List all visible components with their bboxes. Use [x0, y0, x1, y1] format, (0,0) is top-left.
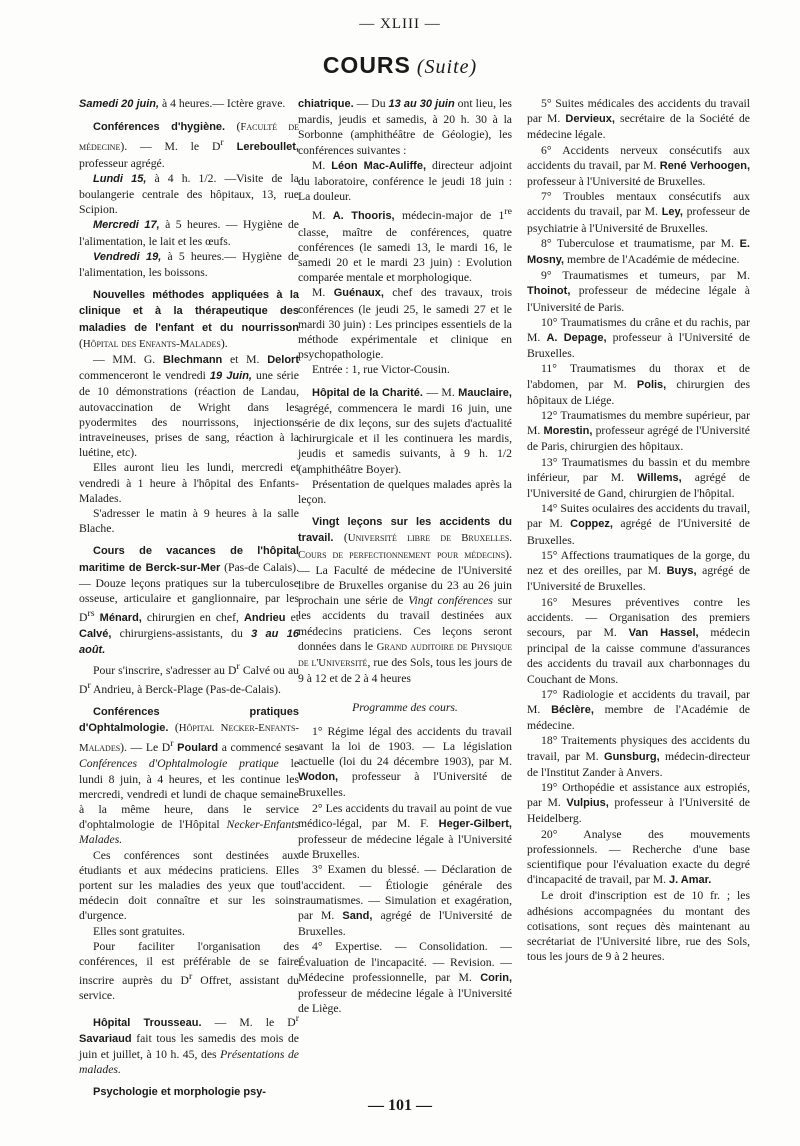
text: (: [168, 721, 179, 735]
text: Pour s'inscrire, s'adresser au D: [93, 663, 237, 677]
text: ). — Le D: [120, 741, 171, 755]
paragraph: Entrée : 1, rue Victor-Cousin.: [312, 363, 450, 377]
column-right: [527, 96, 750, 964]
program-item: [527, 827, 750, 889]
text: professeur agrégé de l'Université de Paris, chirurgien des hôpitaux.: [527, 424, 750, 454]
person-name: Corin,: [480, 971, 512, 984]
text: M.: [312, 209, 333, 223]
program-item: [527, 733, 750, 780]
program-item: [527, 236, 750, 268]
institution: Université libre de Bruxelles. Cours de perfectionnement pour médecins: [298, 532, 512, 561]
text: 10° Traumatismes du crâne et du rachis, par M.: [527, 315, 750, 345]
person-name: Blechmann: [162, 353, 223, 366]
text: fait tous les samedis des mois de juin et juillet, à 10 h. 45, des: [79, 1031, 299, 1061]
person-name: Ménard,: [94, 612, 142, 625]
paragraph: [298, 514, 512, 686]
page-number: — 101 —: [368, 1097, 432, 1114]
person-name: Wodon,: [298, 771, 339, 784]
superscript: r: [87, 679, 91, 691]
text: (: [333, 531, 348, 545]
text: a commencé ses: [218, 741, 299, 755]
text: M.: [312, 286, 334, 300]
person-name: Buys,: [666, 565, 697, 578]
superscript: r: [220, 137, 224, 149]
person-name: Morestin,: [543, 425, 593, 438]
date: Samedi 20 juin,: [79, 98, 160, 110]
date: Vendredi 19,: [93, 250, 162, 263]
person-name: René Verhoogen,: [659, 159, 750, 172]
text: — Du: [353, 97, 389, 110]
program-item: [527, 315, 750, 362]
paragraph: [79, 352, 299, 460]
page-roman-numeral: — XLIII —: [359, 16, 441, 32]
text: secrétaire de la Société de médecine légale.: [527, 112, 750, 142]
paragraph: [79, 171, 299, 218]
text: 1° Régime légal des accidents du travail avant la loi de 1903. — La législation actuelle (loi du 24 décembre 1903), par M.: [298, 724, 512, 769]
section-heading: Psychologie et morphologie psy-: [93, 1086, 266, 1099]
text: Andrieu, à Berck-Plage (Pas-de-Calais).: [90, 682, 281, 696]
text: Offret, assistant du service.: [79, 974, 299, 1003]
program-item: [298, 724, 512, 801]
program-item: [527, 780, 750, 827]
text: M.: [312, 158, 332, 172]
text: 19° Orthopédie et assistance aux estropiés, par M.: [527, 780, 750, 810]
person-name: E. Mosny,: [527, 237, 750, 267]
program-item: [527, 501, 750, 548]
text: sur les accidents du travail destinées aux médecins praticiens. Ces leçons seront données dans le: [298, 594, 512, 653]
paragraph: Elles sont gratuites.: [93, 924, 185, 938]
person-name: A. Depage,: [546, 332, 607, 345]
paragraph: Ces conférences sont destinées aux étudiants et aux médecins praticiens. Elles portent sur les maladies des yeux que tout médecin doit connaître et sur les soins d'urgence.: [79, 848, 299, 923]
date: Mercredi 17,: [93, 219, 160, 232]
text: ). — La Faculté de médecine de l'Université libre de Bruxelles organise du 23 au 26 juin prochain une série de: [298, 547, 512, 608]
person-name: Andrieu: [243, 612, 286, 625]
text: professeur à l'Université de Bruxelles.: [527, 331, 750, 361]
paragraph: [79, 249, 299, 280]
program-item: [527, 189, 750, 236]
text: 18° Traitements physiques des accidents du travail, par M.: [527, 734, 750, 763]
paragraph: [298, 204, 512, 285]
person-name: Willems,: [637, 471, 682, 484]
text: 15° Affections traumatiques de la gorge, du nez et des oreilles, par M.: [527, 548, 750, 578]
superscript: r: [236, 660, 240, 672]
person-name: Mauclaire,: [458, 386, 512, 399]
superscript: re: [504, 206, 512, 218]
paragraph: [298, 385, 512, 477]
institution: Grand auditoire de Physique de l'Université: [298, 640, 513, 669]
person-name: J. Amar.: [668, 874, 712, 887]
text: 2° Les accidents du travail au point de vue médico-légal, par M. F.: [298, 801, 512, 830]
person-name: Delort: [267, 353, 299, 366]
text: Calvé ou au D: [79, 663, 299, 696]
person-name: Léon Mac-Auliffe,: [331, 159, 427, 172]
text: — MM. G.: [93, 352, 163, 366]
text: 11° Traumatismes du thorax et de l'abdomen, par M.: [527, 362, 750, 391]
text: 20° Analyse des mouvements professionnels. — Recherche d'une base scientifique pour l'évaluation exacte du degré d'incapacité de travail, par M.: [527, 827, 750, 887]
program-item: [527, 455, 750, 502]
text: et M.: [222, 352, 268, 366]
text: Pour faciliter l'organisation des conférences, il est préférable de se faire inscrire auprès du D: [79, 939, 299, 988]
section-heading: Hôpital de la Charité.: [312, 386, 423, 399]
text: professeur à l'Université de Bruxelles.: [527, 175, 706, 189]
text: directeur adjoint du laboratoire, conférence le jeudi 18 juin : La douleur.: [298, 158, 512, 204]
paragraph: Elles auront lieu les lundi, mercredi et vendredi à 1 heure à l'hôpital des Enfants-Malades.: [79, 461, 299, 505]
text: médecin-directeur de l'Institut Zander à Anvers.: [527, 749, 750, 779]
paragraph: [298, 158, 512, 205]
program-item: [527, 361, 750, 408]
text: ont lieu, les mardis, jeudis et samedis, à 20 h. 30 à la Sorbonne (amphithéâtre de Géologie), les conférences suivantes :: [298, 97, 512, 157]
text: — M.: [422, 385, 459, 399]
text: professeur à l'Université de Heidelberg.: [527, 796, 750, 826]
person-name: Sand,: [342, 910, 373, 923]
date: 19 Juin,: [209, 370, 252, 383]
paragraph: [79, 543, 299, 658]
italic-text: Vingt conférences: [408, 594, 493, 608]
italic-text: Necker-Enfants Malades.: [79, 818, 299, 847]
paragraph: Le droit d'inscription est de 10 fr. ; les adhésions accompagnées du montant des cotisations, sont reçues dès maintenant au secrétariat de l'Université libre, rue des Sols, tous les jours de 9 à 2 heures.: [527, 889, 750, 964]
superscript: r: [170, 738, 174, 750]
person-name: Lereboullet,: [223, 141, 299, 154]
program-item: [527, 595, 750, 687]
institution: Hôpital des Enfants-Malades: [82, 337, 221, 350]
text: professeur de médecine légale à l'Université de Paris.: [527, 284, 750, 314]
section-heading: chiatrique.: [298, 98, 354, 110]
text: le lundi 8 juin, à 4 heures, et les continue les mercredi, vendredi et lundi de chaque semaine à la même heure, dans le service d'ophtalmologie de l'Hôpital: [79, 757, 300, 832]
title-main: COURS: [322, 52, 411, 78]
paragraph: S'adresser le matin à 9 heures à la salle Blache.: [79, 506, 299, 536]
page-title: [0, 52, 800, 79]
text: agrégé, commencera le mardi 16 juin, une série de dix leçons, sur des sujets d'actualité chirurgicale et il les continuera les mardis, jeudis et samedis suivants, à 9 h. 1/2 (amphithéâtre Boyer).: [298, 401, 512, 476]
text: professeur agrégé.: [79, 156, 165, 170]
program-item: [527, 143, 750, 190]
text: à 4 h. 1/2. —Visite de la boulangerie centrale des hôpitaux, 13, rue Scipion.: [79, 171, 299, 217]
program-item: [298, 939, 512, 1016]
text: 9° Traumatismes et tumeurs, par M.: [541, 269, 750, 283]
paragraph: [298, 285, 512, 362]
section-heading: Nouvelles méthodes appliquées à la clinique et à la thérapeutique des maladies de l'enfant et du nourrisson: [79, 289, 299, 334]
person-name: Poulard: [173, 742, 219, 755]
paragraph: [79, 217, 299, 248]
text: (Pas-de Calais). — Douze leçons pratiques sur la tuberculose osseuse, articulaire et ganglionnaire, par les D: [79, 560, 299, 625]
person-name: Coppez,: [570, 518, 613, 531]
text: ). — M. le D: [120, 140, 221, 154]
person-name: Polis,: [636, 378, 667, 391]
italic-text: Présentations de malades.: [79, 1047, 299, 1077]
paragraph: [79, 1011, 299, 1078]
text: professeur de médecine légale à l'Université de Liège.: [298, 987, 512, 1016]
text: 7° Troubles mentaux consécutifs aux accidents du travail, par M.: [527, 190, 750, 219]
text: chirurgien des hôpitaux de Liége.: [527, 377, 750, 407]
text: une série de 10 démonstrations (réaction de Landau, autovaccination de Wright dans les pyodermites des nourrissons, injections intraveineuses, prises de sang, réaction à la luétine, etc).: [79, 369, 299, 460]
program-item: [527, 268, 750, 315]
text: à 5 heures. — Hygiène de l'alimentation, le lait et les œufs.: [79, 218, 299, 248]
person-name: Ley,: [661, 206, 683, 219]
superscript: rs: [87, 608, 95, 620]
person-name: Dervieux,: [565, 113, 615, 126]
paragraph: [298, 96, 512, 158]
date: Lundi 15,: [93, 172, 147, 185]
institution: Faculté de médecine: [79, 121, 299, 154]
text: médecin principal de la caisse commune d'assurances des accidents du travail aux charbonnages du Couchant de Mons.: [527, 625, 751, 686]
date: 3 au 16 août.: [79, 628, 299, 657]
person-name: A. Thooris,: [332, 210, 395, 223]
person-name: Béclère,: [551, 703, 594, 716]
person-name: Calvé,: [79, 628, 112, 641]
institution: Hôpital Necker-Enfants-Malades: [79, 722, 299, 755]
text: 13° Traumatismes du bassin et du membre inférieur, par M.: [527, 455, 750, 484]
person-name: Van Hassel,: [628, 626, 699, 639]
paragraph: [79, 659, 299, 697]
text: chirurgiens-assistants, du: [111, 627, 252, 641]
text: professeur de médecine légale à l'Université de Bruxelles.: [298, 833, 512, 862]
italic-text: Conférences d'Ophtalmologie pratique: [79, 757, 279, 771]
text: , rue des Sols, tous les jours de 9 à 12 et de 2 à 4 heures: [298, 656, 513, 686]
text: commenceront le vendredi: [79, 369, 210, 383]
program-item: [298, 801, 512, 863]
section-heading: Conférences d'hygiène.: [93, 121, 226, 134]
text: 6° Accidents nerveux consécutifs aux accidents du travail, par M.: [527, 143, 750, 172]
text: (: [225, 120, 241, 134]
program-item: [527, 96, 750, 143]
program-item: [527, 687, 750, 734]
superscript: r: [188, 971, 193, 983]
section-heading: Vingt leçons sur les accidents du travail.: [298, 516, 512, 545]
text: chef des travaux, trois conférences (le jeudi 25, le samedi 27 et le mardi 30 juin) : Les principes essentiels de la méthode expérimentale et clinique en psychopathologie.: [298, 286, 512, 362]
paragraph: [79, 96, 299, 112]
text: agrégé de l'Université de Bruxelles.: [527, 517, 750, 547]
superscript: r: [295, 1012, 299, 1024]
person-name: Thoinot,: [527, 285, 571, 298]
text: à 5 heures.— Hygiène de l'alimentation, les boissons.: [79, 249, 299, 279]
text: membre de l'Académie de médecine.: [564, 253, 740, 267]
section-heading: Conférences pratiques d'Ophtalmologie.: [79, 705, 299, 735]
text: 12° Traumatismes du membre supérieur, par M.: [527, 409, 750, 438]
text: (: [79, 336, 83, 350]
text: — M. le D: [201, 1015, 296, 1029]
program-heading: Programme des cours.: [352, 701, 458, 715]
text: professeur à l'Université de Bruxelles.: [298, 770, 512, 800]
person-name: Gunsburg,: [604, 750, 660, 763]
paragraph: Présentation de quelques malades après la leçon.: [298, 477, 512, 506]
text: 16° Mesures préventives contre les accidents. — Organisation des premiers secours, par M.: [527, 595, 750, 639]
text: 5° Suites médicales des accidents du travail par M.: [527, 97, 750, 126]
text: 17° Radiologie et accidents du travail, par M.: [527, 687, 750, 716]
section-heading: Cours de vacances de l'hôpital maritime de Berck-sur-Mer: [79, 545, 299, 574]
person-name: Savariaud: [79, 1032, 132, 1045]
text: 4° Expertise. — Consolidation. — Évaluation de l'incapacité. — Revision. — Médecine professionnelle, par M.: [298, 940, 512, 984]
program-item: [527, 408, 750, 455]
text: agrégé de l'Université de Bruxelles.: [298, 909, 512, 939]
text: et: [285, 611, 299, 625]
paragraph: [79, 939, 299, 1004]
person-name: Heger-Gilbert,: [438, 817, 512, 830]
text: professeur de psychiatrie à l'Université de Bruxelles.: [527, 205, 750, 235]
text: 3° Examen du blessé. — Déclaration de l'accident. — Étiologie générale des traumatismes. — Simulation et exagération, par M.: [298, 863, 512, 923]
title-suite: (Suite): [416, 56, 478, 78]
date: 13 au 30 juin: [388, 98, 455, 110]
text: chirurgien en chef,: [141, 611, 244, 625]
person-name: Guénaux,: [333, 287, 384, 300]
paragraph: [79, 287, 299, 352]
person-name: Vulpius,: [566, 797, 609, 810]
text: ).: [220, 336, 228, 350]
program-item: [527, 548, 750, 595]
text: 14° Suites oculaires des accidents du travail, par M.: [527, 502, 750, 531]
program-item: [298, 862, 512, 939]
text: membre de l'Académie de médecine.: [527, 702, 750, 733]
text: à 4 heures.— Ictère grave.: [159, 97, 286, 110]
column-left: [79, 96, 299, 1100]
paragraph: [79, 119, 299, 171]
text: 8° Tuberculose et traumatisme, par M.: [541, 236, 740, 250]
text: agrégé de l'Université de Bruxelles.: [527, 564, 750, 594]
text: classe, maître de conférences, quatre conférences (le samedi 13, le mardi 16, le samedi 20 et le mardi 23 juin) : Evolution comparée mentale et morphologique.: [298, 225, 512, 285]
column-middle: [298, 96, 512, 1016]
text: agrégé de l'Université de Gand, chirurgien de l'hôpital.: [527, 470, 750, 501]
section-heading: Hôpital Trousseau.: [93, 1016, 202, 1029]
paragraph: [79, 704, 299, 848]
text: médecin-major de 1: [394, 209, 505, 223]
